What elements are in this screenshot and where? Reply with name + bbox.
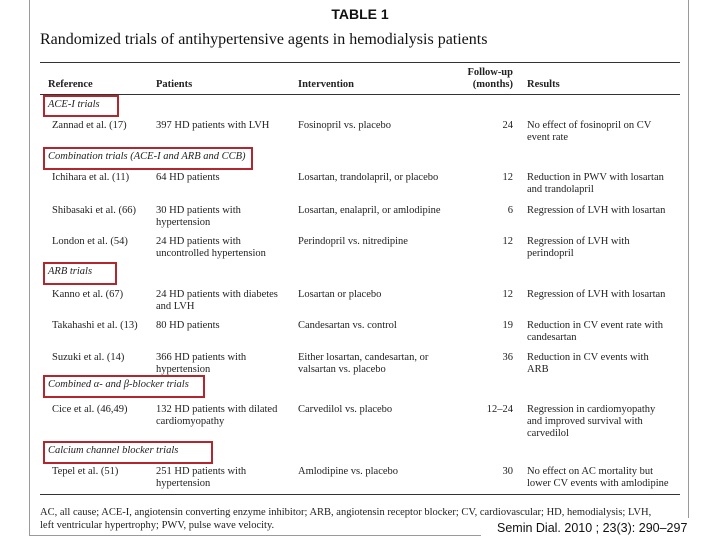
- row-zannad-followup: 24: [502, 120, 513, 131]
- row-tepel-patients: 251 HD patients with hypertension: [156, 466, 247, 489]
- section-combination-trials: Combination trials (ACE-I and ARB and CCB): [43, 147, 253, 170]
- header-followup-line1: Follow-up: [467, 67, 513, 78]
- row-ichihara-patients: 64 HD patients: [156, 172, 220, 183]
- row-takahashi-followup: 19: [502, 320, 513, 331]
- row-ichihara-followup: 12: [502, 172, 513, 183]
- row-suzuki-intervention: Either losartan, candesartan, or valsartan vs. placebo: [298, 352, 429, 375]
- row-kanno-results: Regression of LVH with losartan: [527, 289, 666, 300]
- row-london-reference: London et al. (54): [52, 236, 128, 247]
- row-suzuki-patients: 366 HD patients with hypertension: [156, 352, 247, 375]
- row-ichihara-results: Reduction in PWV with losartan and trandolapril: [527, 172, 664, 195]
- row-takahashi-patients: 80 HD patients: [156, 320, 220, 331]
- row-ichihara-intervention: Losartan, trandolapril, or placebo: [298, 172, 439, 183]
- row-tepel-intervention: Amlodipine vs. placebo: [298, 466, 399, 477]
- row-zannad-reference: Zannad et al. (17): [52, 120, 127, 131]
- top-rule: [40, 62, 680, 63]
- row-tepel-reference: Tepel et al. (51): [52, 466, 119, 477]
- row-takahashi-reference: Takahashi et al. (13): [52, 320, 138, 331]
- header-rule: [40, 94, 680, 95]
- header-results: Results: [527, 79, 560, 90]
- row-cice-intervention: Carvedilol vs. placebo: [298, 404, 393, 415]
- header-followup-line2: (months): [472, 79, 513, 90]
- table-caption: Randomized trials of antihypertensive agents in hemodialysis patients: [40, 31, 488, 48]
- table-title: TABLE 1: [331, 6, 389, 22]
- row-zannad-patients: 397 HD patients with LVH: [156, 120, 270, 131]
- row-kanno-reference: Kanno et al. (67): [52, 289, 124, 300]
- row-tepel-followup: 30: [502, 466, 513, 477]
- row-cice-patients: 132 HD patients with dilated cardiomyopathy: [156, 404, 278, 427]
- row-suzuki-results: Reduction in CV events with ARB: [527, 352, 649, 375]
- row-tepel-results: No effect on AC mortality but lower CV events with amlodipine: [527, 466, 669, 489]
- row-kanno-followup: 12: [502, 289, 513, 300]
- row-ichihara-reference: Ichihara et al. (11): [52, 172, 130, 183]
- row-shibasaki-followup: 6: [507, 205, 513, 216]
- row-cice-results: Regression in cardiomyopathy and improved survival with carvedilol: [527, 404, 656, 439]
- footnote-line-1: AC, all cause; ACE-I, angiotensin converting enzyme inhibitor; ARB, angiotensin receptor blocker; CV, cardiovascular; HD, hemodialysis; LVH,: [40, 507, 652, 518]
- row-shibasaki-intervention: Losartan, enalapril, or amlodipine: [298, 205, 441, 216]
- row-kanno-intervention: Losartan or placebo: [298, 289, 382, 300]
- footnote-line-2: left ventricular hypertrophy; PWV, pulse wave velocity.: [40, 520, 275, 531]
- row-takahashi-intervention: Candesartan vs. control: [298, 320, 397, 331]
- row-zannad-results: No effect of fosinopril on CV event rate: [527, 120, 652, 143]
- row-london-intervention: Perindopril vs. nitredipine: [298, 236, 408, 247]
- section-arb-trials: ARB trials: [43, 262, 117, 285]
- row-cice-followup: 12–24: [486, 404, 513, 415]
- section-acei-trials: ACE-I trials: [43, 95, 119, 117]
- row-suzuki-followup: 36: [502, 352, 513, 363]
- row-suzuki-reference: Suzuki et al. (14): [52, 352, 125, 363]
- row-kanno-patients: 24 HD patients with diabetes and LVH: [156, 289, 278, 312]
- journal-citation: Semin Dial. 2010 ; 23(3): 290–297: [481, 518, 720, 540]
- row-takahashi-results: Reduction in CV event rate with candesartan: [527, 320, 663, 343]
- section-alpha-beta-blocker-trials: Combined α- and β-blocker trials: [43, 375, 205, 398]
- row-zannad-intervention: Fosinopril vs. placebo: [298, 120, 392, 131]
- header-reference: Reference: [48, 79, 93, 90]
- section-ccb-trials: Calcium channel blocker trials: [43, 441, 213, 464]
- row-cice-reference: Cice et al. (46,49): [52, 404, 128, 415]
- row-shibasaki-results: Regression of LVH with losartan: [527, 205, 666, 216]
- row-london-results: Regression of LVH with perindopril: [527, 236, 630, 259]
- row-london-followup: 12: [502, 236, 513, 247]
- bottom-rule: [40, 494, 680, 495]
- row-shibasaki-patients: 30 HD patients with hypertension: [156, 205, 241, 228]
- header-patients: Patients: [156, 79, 193, 90]
- row-shibasaki-reference: Shibasaki et al. (66): [52, 205, 136, 216]
- header-intervention: Intervention: [298, 79, 354, 90]
- row-london-patients: 24 HD patients with uncontrolled hypertension: [156, 236, 266, 259]
